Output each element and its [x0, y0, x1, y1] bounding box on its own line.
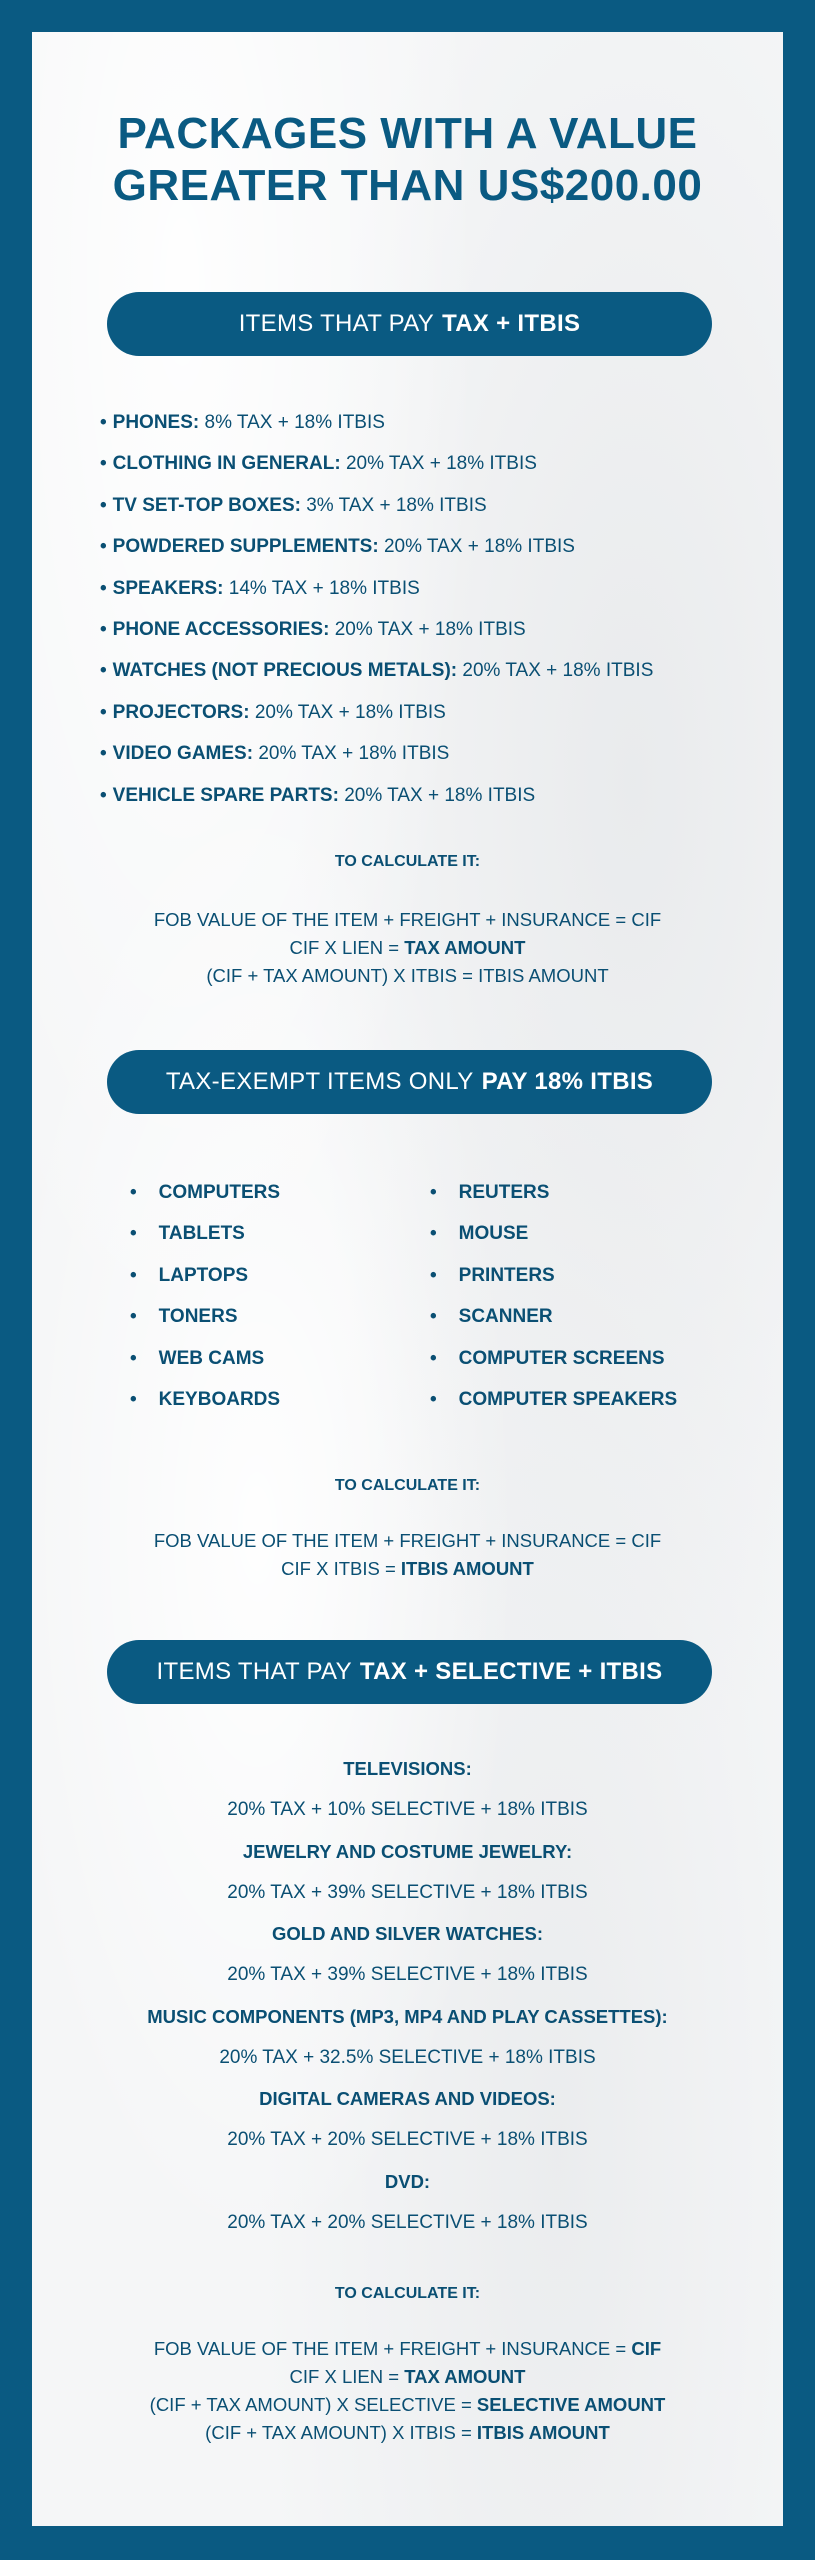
list-item: • KEYBOARDS [130, 1379, 280, 1420]
item-rate: 20% TAX + 18% ITBIS [334, 619, 526, 641]
calc-line: FOB VALUE OF THE ITEM + FREIGHT + INSURANCE = CIF [153, 1530, 662, 1551]
list-item: • COMPUTERS [130, 1172, 280, 1213]
item-name: DIGITAL CAMERAS AND VIDEOS: [259, 2088, 556, 2109]
item-rate: 3% TAX + 18% ITBIS [306, 494, 487, 516]
list-item: • LAPTOPS [130, 1255, 280, 1296]
section-1-header-bold: TAX + ITBIS [442, 310, 581, 337]
list-item [100, 609, 760, 650]
item-rate: 20% TAX + 20% SELECTIVE + 18% ITBIS [227, 2129, 588, 2150]
item-rate: 20% TAX + 18% ITBIS [345, 453, 537, 475]
list-item: • TONERS [130, 1296, 280, 1337]
list-item: • MOUSE [430, 1213, 677, 1254]
page-title [0, 108, 815, 212]
item-rate: 20% TAX + 18% ITBIS [383, 536, 575, 558]
item-rate: 20% TAX + 39% SELECTIVE + 18% ITBIS [227, 1881, 588, 1903]
item-rate: 20% TAX + 39% SELECTIVE + 18% ITBIS [227, 1964, 588, 1985]
list-item [100, 402, 760, 443]
item-name: CLOTHING IN GENERAL: [112, 453, 341, 475]
item-name: PHONES: [112, 412, 200, 433]
list-item [100, 692, 760, 733]
item-name: VEHICLE SPARE PARTS: [112, 784, 339, 806]
list-item [100, 443, 760, 484]
section-2-header-bold: PAY 18% ITBIS [481, 1068, 654, 1095]
section-2-right-list [430, 1172, 677, 1420]
item-rate: 8% TAX + 18% ITBIS [204, 412, 385, 433]
section-1-calc-title: TO CALCULATE IT: [334, 853, 481, 870]
calc-bold: CIF [631, 2338, 662, 2359]
item-rate: 14% TAX + 18% ITBIS [228, 577, 420, 599]
item-rate: 20% TAX + 18% ITBIS [258, 743, 450, 765]
section-1-calc [0, 906, 815, 990]
item-rate: 20% TAX + 10% SELECTIVE + 18% ITBIS [227, 1799, 588, 1820]
calc-line [0, 1555, 815, 1583]
list-item: • PRINTERS [430, 1255, 677, 1296]
section-2-calc [0, 1527, 815, 1583]
item-name: JEWELRY AND COSTUME JEWELRY: [242, 1840, 573, 1862]
section-2-left-list [130, 1172, 280, 1420]
calc-bold: TAX AMOUNT [404, 937, 526, 958]
list-item [100, 650, 760, 691]
list-item: • SCANNER [430, 1296, 677, 1337]
section-1-header [107, 292, 712, 356]
section-1-header-prefix: ITEMS THAT PAY [238, 310, 435, 337]
list-item: • REUTERS [430, 1172, 677, 1213]
item-rate: 20% TAX + 32.5% SELECTIVE + 18% ITBIS [219, 2046, 596, 2068]
item-rate: 20% TAX + 20% SELECTIVE + 18% ITBIS [227, 2211, 588, 2233]
calc-prefix: CIF X LIEN = [289, 2366, 400, 2387]
list-item [100, 485, 760, 526]
item-name: POWDERED SUPPLEMENTS: [112, 536, 379, 558]
section-3-header [107, 1640, 712, 1704]
item-name: TV SET-TOP BOXES: [112, 494, 301, 516]
calc-prefix: (CIF + TAX AMOUNT) X ITBIS = [205, 2422, 472, 2443]
item-rate: 20% TAX + 18% ITBIS [254, 701, 446, 723]
calc-bold: SELECTIVE AMOUNT [476, 2394, 666, 2415]
calc-line [0, 2419, 815, 2447]
title-line-2: GREATER THAN US$200.00 [112, 161, 703, 210]
list-item: • WEB CAMS [130, 1338, 280, 1379]
section-2-header [107, 1050, 712, 1114]
calc-prefix: FOB VALUE OF THE ITEM + FREIGHT + INSURANCE = [153, 2338, 627, 2359]
item-name: DVD: [384, 2170, 431, 2192]
calc-line: FOB VALUE OF THE ITEM + FREIGHT + INSURANCE = CIF [153, 909, 662, 930]
calc-bold: ITBIS AMOUNT [400, 1558, 534, 1579]
item-name: MUSIC COMPONENTS (MP3, MP4 AND PLAY CASSETTES): [147, 2005, 668, 2027]
list-item [100, 568, 760, 609]
list-item: • COMPUTER SCREENS [430, 1338, 677, 1379]
item-rate: 20% TAX + 18% ITBIS [462, 660, 654, 682]
section-3-calc-title: TO CALCULATE IT: [334, 2285, 481, 2302]
item-name: PROJECTORS: [112, 701, 250, 723]
calc-line: (CIF + TAX AMOUNT) X ITBIS = ITBIS AMOUNT [206, 965, 609, 986]
calc-prefix: CIF X LIEN = [289, 937, 400, 958]
title-line-1: PACKAGES WITH A VALUE [117, 109, 698, 158]
section-3-list [0, 1748, 815, 2243]
item-name: PHONE ACCESSORIES: [112, 619, 330, 641]
calc-line [0, 2363, 815, 2391]
list-item [100, 775, 760, 816]
list-item [100, 526, 760, 567]
section-3-calc [0, 2335, 815, 2447]
item-name: WATCHES (NOT PRECIOUS METALS): [112, 660, 458, 682]
item-name: SPEAKERS: [112, 577, 224, 599]
list-item: • COMPUTER SPEAKERS [430, 1379, 677, 1420]
item-name: GOLD AND SILVER WATCHES: [272, 1923, 543, 1944]
calc-line [0, 2335, 815, 2363]
section-3-header-prefix: ITEMS THAT PAY [156, 1658, 352, 1685]
item-rate: 20% TAX + 18% ITBIS [344, 784, 536, 806]
calc-bold: ITBIS AMOUNT [476, 2422, 610, 2443]
section-3-header-bold: TAX + SELECTIVE + ITBIS [359, 1658, 663, 1685]
list-item: • TABLETS [130, 1213, 280, 1254]
section-1-list [100, 402, 760, 816]
list-item [100, 733, 760, 774]
section-2-header-prefix: TAX-EXEMPT ITEMS ONLY [165, 1068, 474, 1095]
calc-line [0, 934, 815, 962]
section-2-calc-title: TO CALCULATE IT: [334, 1477, 481, 1494]
item-name: TELEVISIONS: [343, 1758, 472, 1779]
item-name: VIDEO GAMES: [112, 743, 254, 765]
calc-prefix: (CIF + TAX AMOUNT) X SELECTIVE = [149, 2394, 472, 2415]
calc-line [0, 2391, 815, 2419]
calc-bold: TAX AMOUNT [404, 2366, 526, 2387]
calc-prefix: CIF X ITBIS = [281, 1558, 396, 1579]
